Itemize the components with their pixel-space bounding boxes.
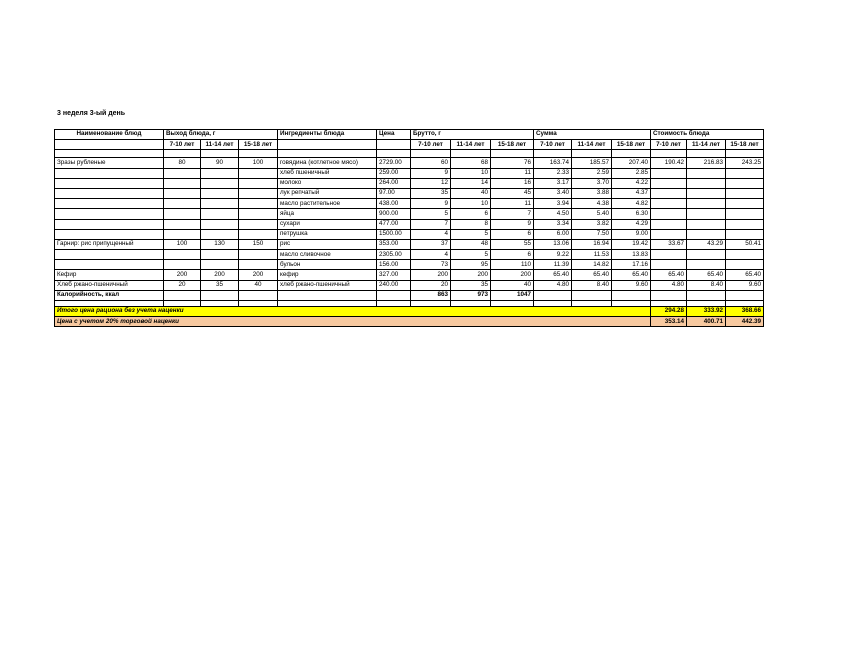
yield-cell — [164, 199, 201, 209]
brutto-cell: 55 — [491, 239, 534, 249]
table-row — [55, 209, 764, 219]
yield-cell: 150 — [239, 239, 278, 249]
price-cell: 900.00 — [377, 209, 411, 219]
table-row — [55, 280, 764, 290]
sum-cell: 207.40 — [612, 158, 651, 168]
table-row — [55, 260, 764, 270]
sum-cell: 3.17 — [534, 178, 572, 188]
table-row — [55, 250, 764, 260]
brutto-cell: 5 — [411, 209, 451, 219]
ingredient-name: хлеб ржано-пшеничный — [278, 280, 377, 290]
header-sum: Сумма — [534, 130, 651, 140]
yield-cell — [239, 250, 278, 260]
sum-cell: 4.82 — [612, 199, 651, 209]
brutto-cell: 6 — [491, 250, 534, 260]
brutto-cell: 37 — [411, 239, 451, 249]
yield-cell: 200 — [164, 270, 201, 280]
yield-cell — [164, 209, 201, 219]
sum-cell: 4.80 — [534, 280, 572, 290]
ingredient-name: хлеб пшеничный — [278, 168, 377, 178]
dish-name — [55, 250, 164, 260]
yield-cell — [164, 260, 201, 270]
age-header: 15-18 лет — [491, 140, 534, 150]
cost-cell — [687, 178, 726, 188]
price-cell: 2729.00 — [377, 158, 411, 168]
dish-name — [55, 199, 164, 209]
price-cell: 327.00 — [377, 270, 411, 280]
brutto-cell: 5 — [451, 229, 491, 239]
age-header: 11-14 лет — [451, 140, 491, 150]
brutto-cell: 35 — [411, 188, 451, 198]
price-cell: 264.00 — [377, 178, 411, 188]
yield-cell: 100 — [164, 239, 201, 249]
total-value: 368.66 — [726, 307, 764, 317]
sum-cell: 4.29 — [612, 219, 651, 229]
ingredient-name: яйца — [278, 209, 377, 219]
brutto-cell: 110 — [491, 260, 534, 270]
age-header: 7-10 лет — [164, 140, 201, 150]
price-cell: 240.00 — [377, 280, 411, 290]
brutto-cell: 14 — [451, 178, 491, 188]
table-row — [55, 199, 764, 209]
cost-cell — [726, 209, 764, 219]
sum-cell: 4.22 — [612, 178, 651, 188]
yield-cell — [201, 199, 239, 209]
brutto-cell: 7 — [491, 209, 534, 219]
price-cell: 2305.00 — [377, 250, 411, 260]
price-cell: 477.00 — [377, 219, 411, 229]
sum-cell: 13.06 — [534, 239, 572, 249]
price-cell: 156.00 — [377, 260, 411, 270]
ingredient-name: масло сливочное — [278, 250, 377, 260]
sum-cell: 4.37 — [612, 188, 651, 198]
sum-cell: 6.00 — [534, 229, 572, 239]
sum-cell: 11.39 — [534, 260, 572, 270]
markup-value: 353.14 — [651, 317, 687, 327]
sum-cell: 13.83 — [612, 250, 651, 260]
yield-cell — [164, 188, 201, 198]
table-row — [55, 158, 764, 168]
sum-cell: 7.50 — [572, 229, 612, 239]
menu-cost-table — [54, 129, 764, 327]
brutto-cell: 45 — [491, 188, 534, 198]
calorie-label: Калорийность, ккал — [55, 290, 164, 300]
yield-cell: 80 — [164, 158, 201, 168]
yield-cell — [164, 229, 201, 239]
brutto-cell: 12 — [411, 178, 451, 188]
header-price: Цена — [377, 130, 411, 140]
table-row — [55, 188, 764, 198]
yield-cell: 90 — [201, 158, 239, 168]
yield-cell — [239, 260, 278, 270]
yield-cell: 100 — [239, 158, 278, 168]
age-header-row — [55, 140, 764, 150]
brutto-cell: 5 — [451, 250, 491, 260]
cost-cell — [687, 199, 726, 209]
cost-cell: 9.60 — [726, 280, 764, 290]
cost-cell — [651, 219, 687, 229]
dish-name — [55, 260, 164, 270]
calorie-row — [55, 290, 764, 300]
yield-cell: 200 — [239, 270, 278, 280]
sum-cell: 9.00 — [612, 229, 651, 239]
ingredient-name: масло растительное — [278, 199, 377, 209]
brutto-cell: 9 — [411, 168, 451, 178]
brutto-cell: 11 — [491, 168, 534, 178]
cost-cell — [726, 199, 764, 209]
yield-cell — [164, 250, 201, 260]
brutto-cell: 6 — [491, 229, 534, 239]
brutto-cell: 48 — [451, 239, 491, 249]
table-row — [55, 270, 764, 280]
brutto-cell: 9 — [491, 219, 534, 229]
sum-cell: 4.38 — [572, 199, 612, 209]
total-row — [55, 307, 764, 317]
sum-cell: 65.40 — [534, 270, 572, 280]
brutto-cell: 200 — [491, 270, 534, 280]
sum-cell: 65.40 — [572, 270, 612, 280]
sum-cell: 185.57 — [572, 158, 612, 168]
dish-name: Зразы рубленые — [55, 158, 164, 168]
total-label: Итого цена рациона без учета наценки — [55, 307, 651, 317]
markup-value: 400.71 — [687, 317, 726, 327]
sum-cell: 3.82 — [572, 219, 612, 229]
dish-name — [55, 168, 164, 178]
yield-cell — [239, 229, 278, 239]
dish-name — [55, 178, 164, 188]
table-row — [55, 178, 764, 188]
header-brutto: Брутто, г — [411, 130, 534, 140]
yield-cell: 200 — [201, 270, 239, 280]
header-dish: Наименование блюд — [55, 130, 164, 140]
brutto-cell: 73 — [411, 260, 451, 270]
yield-cell — [201, 250, 239, 260]
cost-cell — [687, 260, 726, 270]
brutto-cell: 68 — [451, 158, 491, 168]
sum-cell: 3.70 — [572, 178, 612, 188]
cost-cell — [687, 229, 726, 239]
sum-cell: 6.30 — [612, 209, 651, 219]
brutto-cell: 10 — [451, 168, 491, 178]
yield-cell — [239, 209, 278, 219]
dish-name: Гарнир: рис припущенный — [55, 239, 164, 249]
table-row — [55, 239, 764, 249]
yield-cell — [239, 168, 278, 178]
brutto-cell: 4 — [411, 250, 451, 260]
cost-cell — [726, 260, 764, 270]
cost-cell: 243.25 — [726, 158, 764, 168]
brutto-cell: 8 — [451, 219, 491, 229]
markup-value: 442.39 — [726, 317, 764, 327]
brutto-cell: 7 — [411, 219, 451, 229]
ingredient-name: сухари — [278, 219, 377, 229]
sum-cell: 4.50 — [534, 209, 572, 219]
cost-cell — [687, 168, 726, 178]
sum-cell: 3.34 — [534, 219, 572, 229]
age-header: 15-18 лет — [726, 140, 764, 150]
brutto-cell: 11 — [491, 199, 534, 209]
cost-cell: 65.40 — [651, 270, 687, 280]
header-row — [55, 130, 764, 140]
header-ingredients: Ингредиенты блюда — [278, 130, 377, 140]
total-value: 294.28 — [651, 307, 687, 317]
cost-cell — [687, 250, 726, 260]
yield-cell: 40 — [239, 280, 278, 290]
sum-cell: 2.59 — [572, 168, 612, 178]
calorie-value: 863 — [411, 290, 451, 300]
sum-cell: 19.42 — [612, 239, 651, 249]
age-header: 11-14 лет — [687, 140, 726, 150]
brutto-cell: 200 — [451, 270, 491, 280]
sum-cell: 11.53 — [572, 250, 612, 260]
sum-cell: 9.22 — [534, 250, 572, 260]
sum-cell: 5.40 — [572, 209, 612, 219]
yield-cell — [201, 168, 239, 178]
brutto-cell: 76 — [491, 158, 534, 168]
price-cell: 1500.00 — [377, 229, 411, 239]
dish-name — [55, 188, 164, 198]
dish-name: Хлеб ржано-пшеничный — [55, 280, 164, 290]
yield-cell — [201, 260, 239, 270]
cost-cell — [651, 229, 687, 239]
price-cell: 259.00 — [377, 168, 411, 178]
ingredient-name: петрушка — [278, 229, 377, 239]
cost-cell — [651, 250, 687, 260]
markup-label: Цена с учетом 20% торговой наценки — [55, 317, 651, 327]
sum-cell: 65.40 — [612, 270, 651, 280]
cost-cell — [726, 229, 764, 239]
brutto-cell: 10 — [451, 199, 491, 209]
sum-cell: 17.16 — [612, 260, 651, 270]
markup-row — [55, 317, 764, 327]
sum-cell: 16.94 — [572, 239, 612, 249]
cost-cell: 216.83 — [687, 158, 726, 168]
cost-cell — [687, 219, 726, 229]
yield-cell — [201, 209, 239, 219]
dish-name — [55, 229, 164, 239]
brutto-cell: 20 — [411, 280, 451, 290]
cost-cell — [651, 188, 687, 198]
cost-cell: 65.40 — [687, 270, 726, 280]
age-header: 11-14 лет — [201, 140, 239, 150]
cost-cell — [651, 209, 687, 219]
cost-cell: 33.67 — [651, 239, 687, 249]
cost-cell — [726, 168, 764, 178]
cost-cell — [651, 260, 687, 270]
total-value: 333.92 — [687, 307, 726, 317]
yield-cell: 20 — [164, 280, 201, 290]
sum-cell: 2.33 — [534, 168, 572, 178]
sum-cell: 2.85 — [612, 168, 651, 178]
calorie-value: 973 — [451, 290, 491, 300]
sum-cell: 9.60 — [612, 280, 651, 290]
cost-cell: 8.40 — [687, 280, 726, 290]
ingredient-name: лук репчатый — [278, 188, 377, 198]
sum-cell: 163.74 — [534, 158, 572, 168]
yield-cell — [201, 229, 239, 239]
dish-name: Кефир — [55, 270, 164, 280]
sum-cell: 3.88 — [572, 188, 612, 198]
yield-cell — [164, 219, 201, 229]
brutto-cell: 40 — [491, 280, 534, 290]
table-row — [55, 168, 764, 178]
yield-cell — [239, 219, 278, 229]
cost-cell — [687, 188, 726, 198]
cost-cell — [651, 199, 687, 209]
age-header: 15-18 лет — [239, 140, 278, 150]
yield-cell: 130 — [201, 239, 239, 249]
yield-cell — [201, 219, 239, 229]
age-header: 7-10 лет — [411, 140, 451, 150]
brutto-cell: 4 — [411, 229, 451, 239]
price-cell: 438.00 — [377, 199, 411, 209]
cost-cell — [726, 219, 764, 229]
brutto-cell: 60 — [411, 158, 451, 168]
cost-cell — [726, 188, 764, 198]
sum-cell: 3.94 — [534, 199, 572, 209]
cost-cell: 43.29 — [687, 239, 726, 249]
yield-cell — [239, 199, 278, 209]
brutto-cell: 200 — [411, 270, 451, 280]
cost-cell: 65.40 — [726, 270, 764, 280]
yield-cell — [164, 168, 201, 178]
table-row — [55, 219, 764, 229]
dish-name — [55, 209, 164, 219]
age-header: 7-10 лет — [651, 140, 687, 150]
blank-row — [55, 150, 764, 158]
page-title: 3 неделя 3-ый день — [57, 110, 126, 117]
header-yield: Выход блюда, г — [164, 130, 278, 140]
cost-cell: 50.41 — [726, 239, 764, 249]
cost-cell — [726, 178, 764, 188]
yield-cell — [239, 178, 278, 188]
cost-cell — [651, 168, 687, 178]
cost-cell — [651, 178, 687, 188]
ingredient-name: молоко — [278, 178, 377, 188]
brutto-cell: 95 — [451, 260, 491, 270]
sum-cell: 14.82 — [572, 260, 612, 270]
brutto-cell: 35 — [451, 280, 491, 290]
sum-cell: 3.40 — [534, 188, 572, 198]
yield-cell — [201, 188, 239, 198]
cost-cell — [726, 250, 764, 260]
age-header: 11-14 лет — [572, 140, 612, 150]
brutto-cell: 16 — [491, 178, 534, 188]
ingredient-name: говядина (котлетное мясо) — [278, 158, 377, 168]
ingredient-name: кефир — [278, 270, 377, 280]
brutto-cell: 6 — [451, 209, 491, 219]
table-row — [55, 229, 764, 239]
dish-name — [55, 219, 164, 229]
ingredient-name: рис — [278, 239, 377, 249]
yield-cell — [164, 178, 201, 188]
cost-cell — [687, 209, 726, 219]
price-cell: 97.00 — [377, 188, 411, 198]
calorie-value: 1047 — [491, 290, 534, 300]
cost-cell: 4.80 — [651, 280, 687, 290]
age-header: 15-18 лет — [612, 140, 651, 150]
ingredient-name: бульон — [278, 260, 377, 270]
price-cell: 353.00 — [377, 239, 411, 249]
sum-cell: 8.40 — [572, 280, 612, 290]
yield-cell — [201, 178, 239, 188]
brutto-cell: 40 — [451, 188, 491, 198]
brutto-cell: 9 — [411, 199, 451, 209]
yield-cell — [239, 188, 278, 198]
yield-cell: 35 — [201, 280, 239, 290]
header-cost: Стоимость блюда — [651, 130, 764, 140]
cost-cell: 190.42 — [651, 158, 687, 168]
age-header: 7-10 лет — [534, 140, 572, 150]
